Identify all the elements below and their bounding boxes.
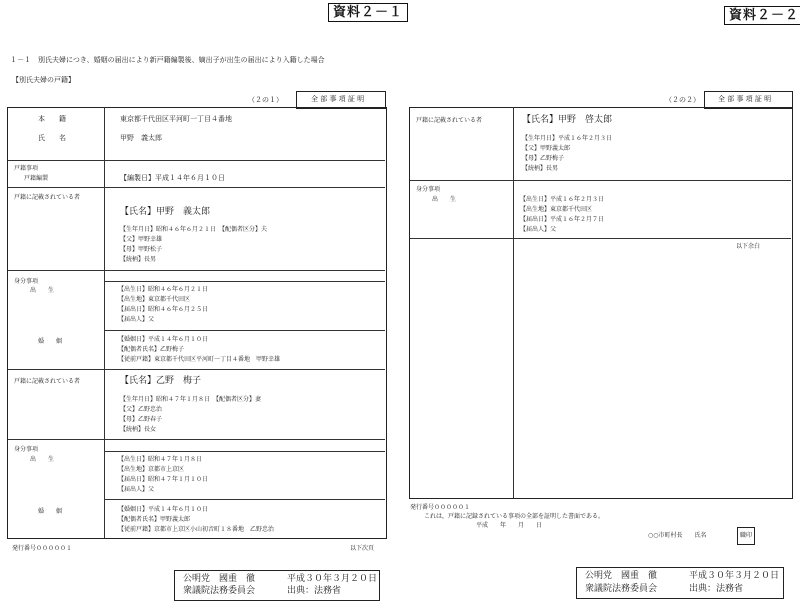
person1-birth-line: 【出生日】昭和４６年６月２１日 — [118, 286, 209, 293]
person1-marriage-label: 婚 姻 — [38, 338, 63, 345]
right-certificate-frame — [409, 107, 793, 499]
case-title: １－１ 別氏夫婦につき、婚姻の届出により新戸籍編製後、嫡出子が出生の届出により入籍した場合 — [10, 56, 325, 64]
person1-line: 【続柄】長男 — [120, 256, 157, 263]
document-badge-left: 資料２－１ — [328, 3, 408, 22]
person2-birth-label: 出 生 — [30, 456, 55, 463]
person2-line: 【生年月日】昭和４７年１月８日 【配偶者区分】妻 — [120, 396, 262, 403]
person1-label: 戸籍に記載されている者 — [14, 194, 81, 201]
section-label: 【別氏夫婦の戸籍】 — [12, 76, 75, 84]
footer-party: 公明党 國重 徹 — [585, 571, 658, 581]
person3-birth-line: 【届出人】父 — [520, 226, 557, 233]
person2-marriage-label: 婚 姻 — [38, 508, 63, 515]
person2-line: 【父】乙野忠治 — [120, 406, 163, 413]
footer-party: 公明党 國重 徹 — [183, 574, 256, 584]
person3-line: 【続柄】長男 — [522, 165, 559, 172]
person1-line: 【父】甲野幸雄 — [120, 236, 163, 243]
person2-birth-line: 【出生地】京都市上京区 — [118, 466, 185, 473]
footer-date: 平成３０年３月２０日 — [689, 571, 780, 581]
left-issue-number: 発行番号０００００１ — [12, 545, 73, 552]
person3-line: 【父】甲野義太郎 — [522, 145, 571, 152]
person3-mibun-label: 身分事項 — [416, 186, 441, 193]
person2-birth-line: 【出生日】昭和４７年１月８日 — [118, 456, 203, 463]
person2-name: 【氏名】乙野 梅子 — [120, 376, 202, 386]
mayor-line: ○○市町村長 氏名 — [648, 532, 707, 539]
person1-birth-line: 【届出日】昭和４６年６月２５日 — [118, 306, 209, 313]
person1-birth-line: 【出生地】東京都千代田区 — [118, 296, 191, 303]
person2-birth-line: 【届出日】昭和４７年１月１０日 — [118, 476, 209, 483]
koseki-label: 戸籍事項 — [14, 165, 39, 172]
right-page-number: （２の２） — [665, 96, 700, 104]
footer-date: 平成３０年３月２０日 — [287, 574, 378, 584]
person1-name: 【氏名】甲野 義太郎 — [120, 207, 211, 217]
person3-line: 【生年月日】平成１６年２月３日 — [522, 135, 613, 142]
document-badge-right: 資料２－２ — [724, 6, 800, 25]
person2-birth-line: 【届出人】父 — [118, 486, 155, 493]
person1-birth-label: 出 生 — [30, 287, 55, 294]
person3-label: 戸籍に記載されている者 — [416, 117, 483, 124]
certification-text: これは，戸籍に記録されている事項の全部を証明した書面である。 — [424, 513, 605, 520]
koseki-sub-label: 戸籍編製 — [24, 175, 49, 182]
person3-birth-label: 出 生 — [432, 196, 457, 203]
honseki-value: 東京都千代田区平河町一丁目４番地 — [120, 115, 232, 123]
shimei-label: 氏 名 — [38, 134, 66, 142]
left-certificate-frame — [7, 107, 387, 539]
person2-mibun-label: 身分事項 — [14, 446, 39, 453]
footer-source: 出典：法務省 — [287, 586, 342, 596]
continued-note: 以下次頁 — [350, 545, 375, 552]
right-footer-box — [576, 567, 784, 599]
person1-marriage-line: 【従前戸籍】東京都千代田区平河町一丁目４番地 甲野幸雄 — [118, 356, 281, 363]
left-footer-box — [174, 570, 380, 601]
person2-marriage-line: 【従前戸籍】京都市上京区小山初音町１８番地 乙野忠治 — [118, 526, 275, 533]
left-cert-title: 全 部 事 項 証 明 — [311, 95, 365, 103]
footer-committee: 衆議院法務委員会 — [585, 584, 658, 594]
honseki-label: 本 籍 — [38, 115, 66, 123]
shimei-value: 甲野 義太郎 — [120, 134, 162, 142]
person2-line: 【続柄】長女 — [120, 426, 157, 433]
person3-name: 【氏名】甲野 啓太郎 — [522, 115, 613, 125]
certification-date: 平成 年 月 日 — [476, 522, 543, 529]
person1-mibun-label: 身分事項 — [14, 278, 39, 285]
person2-label: 戸籍に記載されている者 — [14, 378, 81, 385]
person3-line: 【母】乙野梅子 — [522, 155, 565, 162]
right-cert-title: 全 部 事 項 証 明 — [718, 95, 772, 103]
person3-birth-line: 【出生日】平成１６年２月３日 — [520, 196, 605, 203]
person2-marriage-line: 【配偶者氏名】甲野義太郎 — [118, 516, 191, 523]
blank-note: 以下余白 — [736, 243, 761, 250]
person1-marriage-line: 【婚姻日】平成１４年６月１０日 — [118, 336, 209, 343]
person3-birth-line: 【出生地】東京都千代田区 — [520, 206, 593, 213]
koseki-value: 【編製日】平成１４年６月１０日 — [120, 174, 225, 182]
person1-marriage-line: 【配偶者氏名】乙野梅子 — [118, 346, 185, 353]
person1-line: 【生年月日】昭和４６年６月２１日 【配偶者区分】夫 — [120, 226, 268, 233]
person1-line: 【母】甲野松子 — [120, 246, 163, 253]
footer-committee: 衆議院法務委員会 — [183, 586, 256, 596]
person1-birth-line: 【届出人】父 — [118, 316, 155, 323]
person3-birth-line: 【届出日】平成１６年２月７日 — [520, 216, 605, 223]
right-issue-number: 発行番号０００００１ — [410, 504, 471, 511]
footer-source: 出典：法務省 — [689, 584, 744, 594]
person2-marriage-line: 【婚姻日】平成１４年６月１０日 — [118, 506, 209, 513]
left-page-number: （２の１） — [248, 96, 283, 104]
official-seal: 職印 — [737, 527, 755, 545]
person2-line: 【母】乙野春子 — [120, 416, 163, 423]
